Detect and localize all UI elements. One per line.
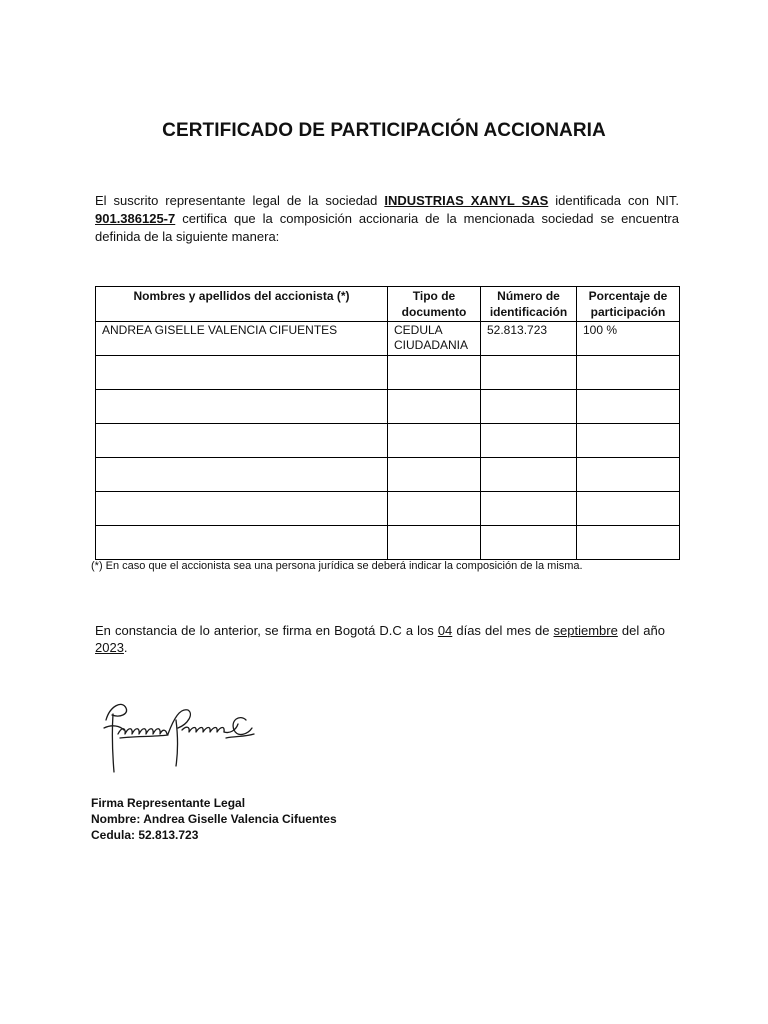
table-row-empty xyxy=(96,526,680,560)
closing-text-2: días del mes de xyxy=(452,623,554,638)
signature-block xyxy=(91,795,337,843)
company-nit: 901.386125-7 xyxy=(95,211,176,226)
table-row-empty xyxy=(96,356,680,390)
document-title: CERTIFICADO DE PARTICIPACIÓN ACCIONARIA xyxy=(162,120,606,141)
table-row xyxy=(96,322,680,356)
signature-name: Nombre: Andrea Giselle Valencia Cifuentes xyxy=(91,812,337,826)
table-header-row xyxy=(96,287,680,322)
shareholders-table xyxy=(95,286,680,560)
closing-paragraph xyxy=(95,622,665,656)
closing-day: 04 xyxy=(437,623,453,638)
cell-percentage: 100 % xyxy=(577,322,680,356)
handwritten-signature xyxy=(96,690,276,780)
closing-month: septiembre xyxy=(553,623,618,638)
closing-text-1: En constancia de lo anterior, se firma en Bogotá D.C a los xyxy=(95,623,438,638)
header-percentage: Porcentaje de participación xyxy=(577,287,680,322)
closing-year: 2023 xyxy=(95,640,124,655)
company-name: INDUSTRIAS XANYL SAS xyxy=(384,193,549,208)
table-row-empty xyxy=(96,492,680,526)
header-shareholder-name: Nombres y apellidos del accionista (*) xyxy=(96,287,388,322)
signature-label: Firma Representante Legal xyxy=(91,796,246,810)
closing-text-4: . xyxy=(123,640,128,655)
intro-text-2: identificada con NIT. xyxy=(548,193,679,208)
cell-shareholder-name: ANDREA GISELLE VALENCIA CIFUENTES xyxy=(96,322,388,356)
table-row-empty xyxy=(96,424,680,458)
intro-text-1: El suscrito representante legal de la sociedad xyxy=(95,193,385,208)
table-row-empty xyxy=(96,390,680,424)
table-row-empty xyxy=(96,458,680,492)
signature-id: Cedula: 52.813.723 xyxy=(91,828,199,842)
header-document-type: Tipo de documento xyxy=(388,287,481,322)
cell-id-number: 52.813.723 xyxy=(481,322,577,356)
table-footnote: (*) En caso que el accionista sea una persona jurídica se deberá indicar la composición de la misma. xyxy=(91,560,583,572)
header-id-number: Número de identificación xyxy=(481,287,577,322)
intro-text-3: certifica que la composición accionaria de la mencionada sociedad se encuentra definida de la siguiente manera: xyxy=(95,211,679,244)
intro-paragraph xyxy=(95,192,679,246)
closing-text-3: del año xyxy=(617,623,665,638)
cell-document-type: CEDULA CIUDADANIA xyxy=(388,322,481,356)
